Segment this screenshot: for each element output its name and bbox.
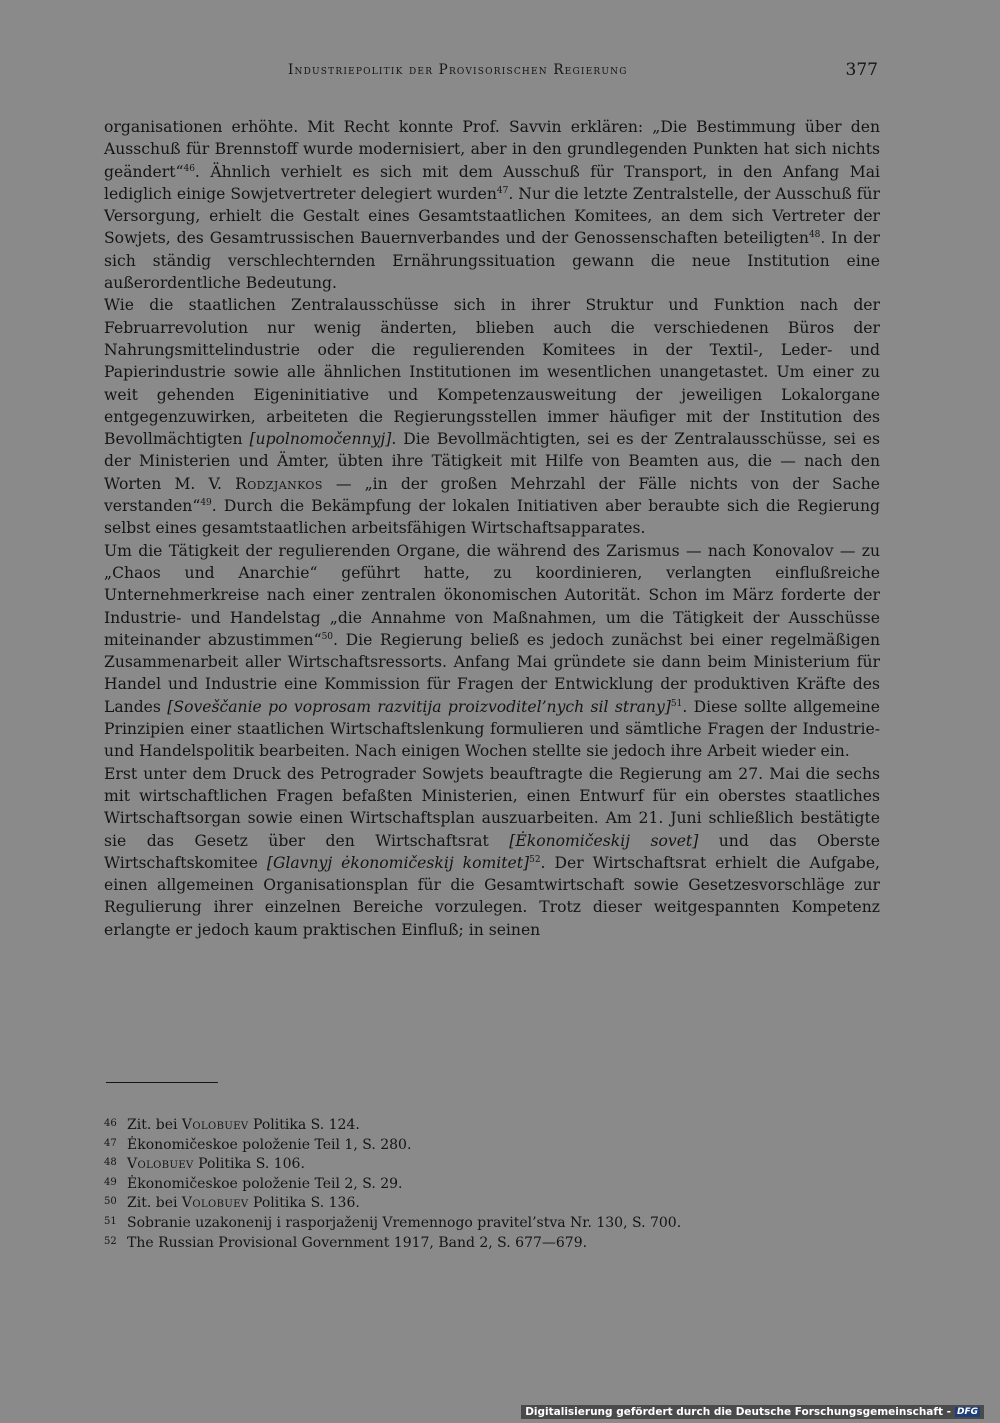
footnote-number: 46 [104, 1118, 117, 1129]
main-text [104, 116, 880, 941]
paragraph-4 [104, 763, 880, 941]
footnote-ref-51[interactable]: 51 [670, 698, 683, 709]
credit-text: Digitalisierung gefördert durch die Deutsche Forschungsgemeinschaft - [525, 1406, 951, 1418]
footnote-text: Sobranie uzakonenij i rasporjaženij Vremennogo pravitel’stva Nr. 130, S. 700. [127, 1214, 682, 1231]
text-run: . Der Wirtschaftsrat erhielt die Aufgabe, einen allgemeinen Organisationsplan für die Gesamtwirtschaft sowie Gesetzesvorschläge zur Regulierung ihrer einzelnen Bereiche vorzulegen. Trotz dieser weitgespannten Kompetenz erlangte er jedoch kaum praktischen Einfluß; in seinen [104, 853, 881, 939]
text-run: . Ähnlich verhielt es sich mit dem Ausschuß für Transport, in den Anfang Mai lediglich einige Sowjetvertreter delegiert wurden [104, 162, 880, 203]
footnote-ref-46[interactable]: 46 [183, 163, 195, 174]
running-header [104, 60, 880, 88]
footnote-number: 50 [104, 1196, 117, 1208]
italic-term: [Ėkonomičeskij sovet] [509, 831, 699, 850]
footnote-50 [104, 1193, 824, 1213]
footnote-text: Ėkonomičeskoe položenie Teil 1, S. 280. [127, 1136, 412, 1153]
page-number: 377 [845, 60, 878, 80]
text-run: . Nur die letzte Zentralstelle, der Ausschuß für Versorgung, erhielt die Gestalt eines Gesamtstaatlichen Komitees, an dem sich Vertreter der Sowjets, des Gesamtrussischen Bauernverbandes und der Genossenschaften beteiligten [104, 184, 880, 248]
footnote-ref-47[interactable]: 47 [496, 185, 509, 196]
footnote-46 [104, 1115, 824, 1135]
footnote-47 [104, 1135, 824, 1155]
footnote-number: 49 [104, 1176, 117, 1188]
text-run: . Die Regierung beließ es jedoch zunächst bei einer regelmäßigen Zusammenarbeit aller Wirtschaftsressorts. Anfang Mai gründete sie dann beim Ministerium für Handel und Industrie eine Kommission für Fragen der Entwicklung der produktiven Kräfte des Landes [104, 630, 880, 716]
footnote-text: Politika S. 136. [248, 1195, 360, 1212]
footnote-text: Politika S. 124. [248, 1117, 360, 1133]
text-run: und das Oberste Wirtschaftskomitee [104, 831, 880, 872]
footnote-author: Volobuev [181, 1117, 249, 1133]
paragraph-3 [104, 540, 880, 763]
italic-term: [Glavnyj ėkonomičeskij komitet] [266, 853, 530, 872]
italic-term: [upolnomočennyj] [249, 430, 392, 449]
text-run: . Diese sollte allgemeine Prinzipien einer staatlichen Wirtschaftslenkung formulieren und sämtliche Fragen der Industrie- und Handelspolitik bearbeiten. Nach einigen Wochen stellte sie jedoch ihre Arbeit wieder ein. [104, 697, 880, 761]
dfg-logo-icon: DFG [956, 1407, 978, 1417]
footnote-author: Volobuev [181, 1195, 249, 1212]
footnote-49 [104, 1174, 824, 1194]
footnote-text: The Russian Provisional Government 1917, Band 2, S. 677—679. [127, 1234, 588, 1251]
text-run: organisationen erhöhte. Mit Recht konnte Prof. Savvin erklären: „Die Bestimmung über den Ausschuß für Brennstoff wurde modernisiert, aber in den grundlegenden Punkten hat sich nichts geändert“ [104, 118, 880, 181]
text-run: Um die Tätigkeit der regulierenden Organe, die während des Zarismus — nach Konovalov — zu „Chaos und Anarchie“ geführt hatte, zu koordinieren, verlangten einflußreiche Unternehmerkreise nach einer zentralen ökonomischen Autorität. Schon im März forderte der Industrie- und Handelstag „die Annahme von Maßnahmen, um die Tätigkeit der Ausschüsse miteinander abzustimmen“ [104, 541, 880, 649]
text-run: . Durch die Bekämpfung der lokalen Initiativen aber beraubte sich die Regierung selbst eines gesamtstaatlichen arbeitsfähigen Wirtschaftsapparates. [104, 497, 880, 538]
footnote-ref-52[interactable]: 52 [529, 854, 541, 865]
footnote-48 [104, 1154, 824, 1174]
footnote-ref-50[interactable]: 50 [321, 631, 334, 642]
footnote-text: Ėkonomičeskoe položenie Teil 2, S. 29. [127, 1175, 403, 1192]
italic-term: [Soveščanie po voprosam razvitija proizvoditel’nych sil strany] [167, 697, 671, 716]
footnote-ref-49[interactable]: 49 [200, 498, 212, 509]
footnote-rule [106, 1082, 218, 1083]
text-run: Erst unter dem Druck des Petrograder Sowjets beauftragte die Regierung am 27. Mai die sechs mit wirtschaftlichen Fragen befaßten Ministerien, einen Entwurf für ein oberstes staatliches Wirtschaftsorgan sowie einen Wirtschaftsplan auszuarbeiten. Am 21. Juni schließlich bestätigte sie das Gesetz über den Wirtschaftsrat [104, 764, 880, 850]
text-run: . In der sich ständig verschlechternden Ernährungssituation gewann die neue Institution eine außerordentliche Bedeutung. [104, 229, 880, 293]
footnote-text: Zit. bei [127, 1195, 182, 1212]
digitization-credit [521, 1405, 984, 1419]
paragraph-2 [104, 294, 880, 539]
footnote-author: Volobuev [127, 1156, 194, 1173]
footnote-number: 48 [104, 1157, 117, 1169]
text-run: . Die Bevollmächtigten, sei es der Zentralausschüsse, sei es der Ministerien und Ämter, übten ihre Tätigkeit mit Hilfe von Beamten aus, die — nach den Worten M. V. [104, 430, 880, 493]
footnote-ref-48[interactable]: 48 [808, 230, 821, 241]
footnote-number: 51 [104, 1215, 117, 1227]
text-run: — „in der großen Mehrzahl der Fälle nichts von der Sache verstanden“ [104, 474, 880, 516]
author-name: Rodzjankos [235, 474, 323, 493]
footnote-text: Zit. bei [127, 1117, 182, 1133]
footnote-number: 52 [104, 1235, 117, 1247]
footnote-52 [104, 1233, 824, 1253]
paragraph-1 [104, 116, 880, 294]
footnote-51 [104, 1213, 824, 1233]
text-run: Wie die staatlichen Zentralausschüsse sich in ihrer Struktur und Funktion nach der Februarrevolution nur wenig änderten, blieben auch die verschiedenen Büros der Nahrungsmittelindustrie oder die regulierenden Komitees in der Textil-, Leder- und Papierindustrie sowie alle ähnlichen Institutionen im wesentlichen unangetastet. Um einer zu weit gehenden Eigeninitiative und Kompetenzausweitung der jeweiligen Lokalorgane entgegenzuwirken, arbeiteten die Regierungsstellen immer häufiger mit der Institution des Bevollmächtigten [104, 296, 880, 449]
footnote-number: 47 [104, 1137, 117, 1149]
footnotes [104, 1115, 824, 1252]
footnote-text: Politika S. 106. [193, 1156, 305, 1173]
running-title: Industriepolitik der Provisorischen Regierung [288, 62, 628, 78]
